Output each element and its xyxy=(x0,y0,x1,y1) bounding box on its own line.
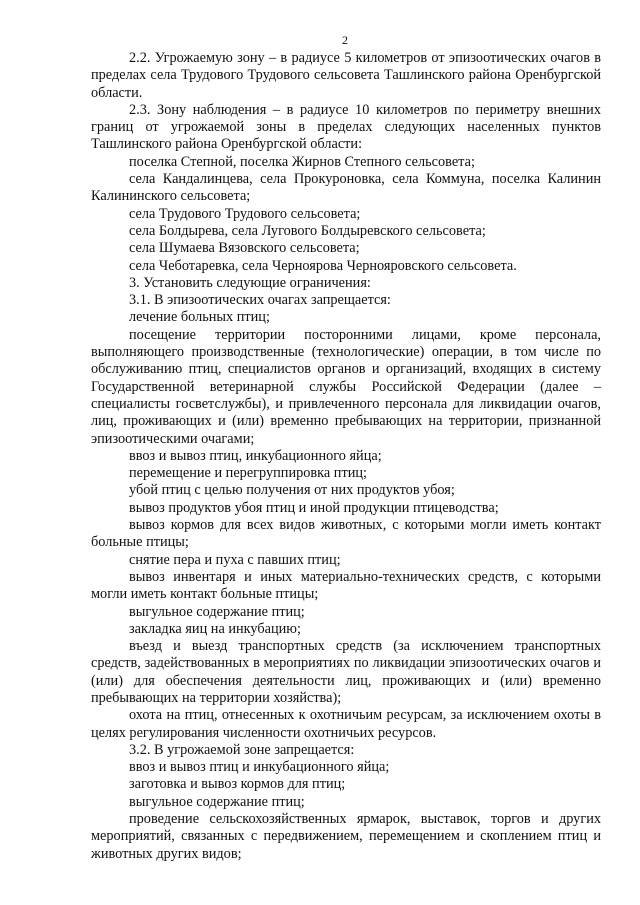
paragraph-2-3: 2.3. Зону наблюдения – в радиусе 10 километров по периметру внешних границ от угрожаемой зоны в пределах следующих населенных пунктов Ташлинского района Оренбургской области: xyxy=(91,101,601,153)
list-item: села Болдырева, села Лугового Болдыревского сельсовета; xyxy=(129,222,486,239)
list-item: села Шумаева Вязовского сельсовета; xyxy=(129,240,360,257)
section-3-2-heading: 3.2. В угрожаемой зоне запрещается: xyxy=(129,741,355,758)
list-item: въезд и выезд транспортных средств (за исключением транспортных средств, задействованных в мероприятиях по ликвидации эпизоотических очагов и (или) для обеспечения деятельности лиц, проживающих и (или) временно пребывающих на территории хозяйства); xyxy=(91,638,601,706)
list-item: ввоз и вывоз птиц, инкубационного яйца; xyxy=(129,447,382,464)
page-number: 2 xyxy=(342,33,348,47)
list-item: проведение сельскохозяйственных ярмарок, выставок, торгов и других мероприятий, связанных с передвижением, перемещением и скоплением птиц и животных других видов; xyxy=(91,811,601,862)
list-item: убой птиц с целью получения от них продуктов убоя; xyxy=(129,482,455,499)
list-item: села Трудового Трудового сельсовета; xyxy=(129,205,361,222)
list-item: перемещение и перегруппировка птиц; xyxy=(129,465,367,482)
list-item: вывоз инвентаря и иных материально-технических средств, с которыми могли иметь контакт больные птицы; xyxy=(91,568,601,603)
list-item: выгульное содержание птиц; xyxy=(129,793,305,810)
list-item: ввоз и вывоз птиц и инкубационного яйца; xyxy=(129,759,390,776)
paragraph-2-2: 2.2. Угрожаемую зону – в радиусе 5 километров от эпизоотических очагов в пределах села Трудового Трудового сельсовета Ташлинского района Оренбургской области. xyxy=(91,50,601,101)
list-item: села Кандалинцева, села Прокуроновка, села Коммуна, поселка Калинин Калининского сельсовета; xyxy=(91,171,601,205)
list-item: вывоз кормов для всех видов животных, с которыми могли иметь контакт больные птицы; xyxy=(91,517,601,551)
list-item: лечение больных птиц; xyxy=(129,309,270,326)
list-item: поселка Степной, поселка Жирнов Степного сельсовета; xyxy=(129,153,475,170)
document-body xyxy=(91,50,601,863)
section-3-heading: 3. Установить следующие ограничения: xyxy=(129,274,371,291)
list-item: вывоз продуктов убоя птиц и иной продукции птицеводства; xyxy=(129,499,499,516)
list-item: охота на птиц, отнесенных к охотничьим ресурсам, за исключением охоты в целях регулирования численности охотничьих ресурсов. xyxy=(91,707,601,741)
list-item: выгульное содержание птиц; xyxy=(129,603,305,620)
list-item: закладка яиц на инкубацию; xyxy=(129,620,301,637)
list-item: снятие пера и пуха с павших птиц; xyxy=(129,551,341,568)
list-item: посещение территории посторонними лицами, кроме персонала, выполняющего производственные (технологические) операции, в том числе по обслуживанию птиц, специалистов органов и организаций, входящих в систему Государственной ветеринарной службы Российской Федерации (далее – специалисты госветслужбы), и привлеченного персонала для ликвидации очагов, лиц, проживающих и (или) временно пребывающих на территории, признанной эпизоотическими очагами; xyxy=(91,326,601,447)
list-item: села Чеботаревка, села Черноярова Чернояровского сельсовета. xyxy=(129,257,517,274)
list-item: заготовка и вывоз кормов для птиц; xyxy=(129,776,346,793)
section-3-1-heading: 3.1. В эпизоотических очагах запрещается: xyxy=(129,292,391,309)
